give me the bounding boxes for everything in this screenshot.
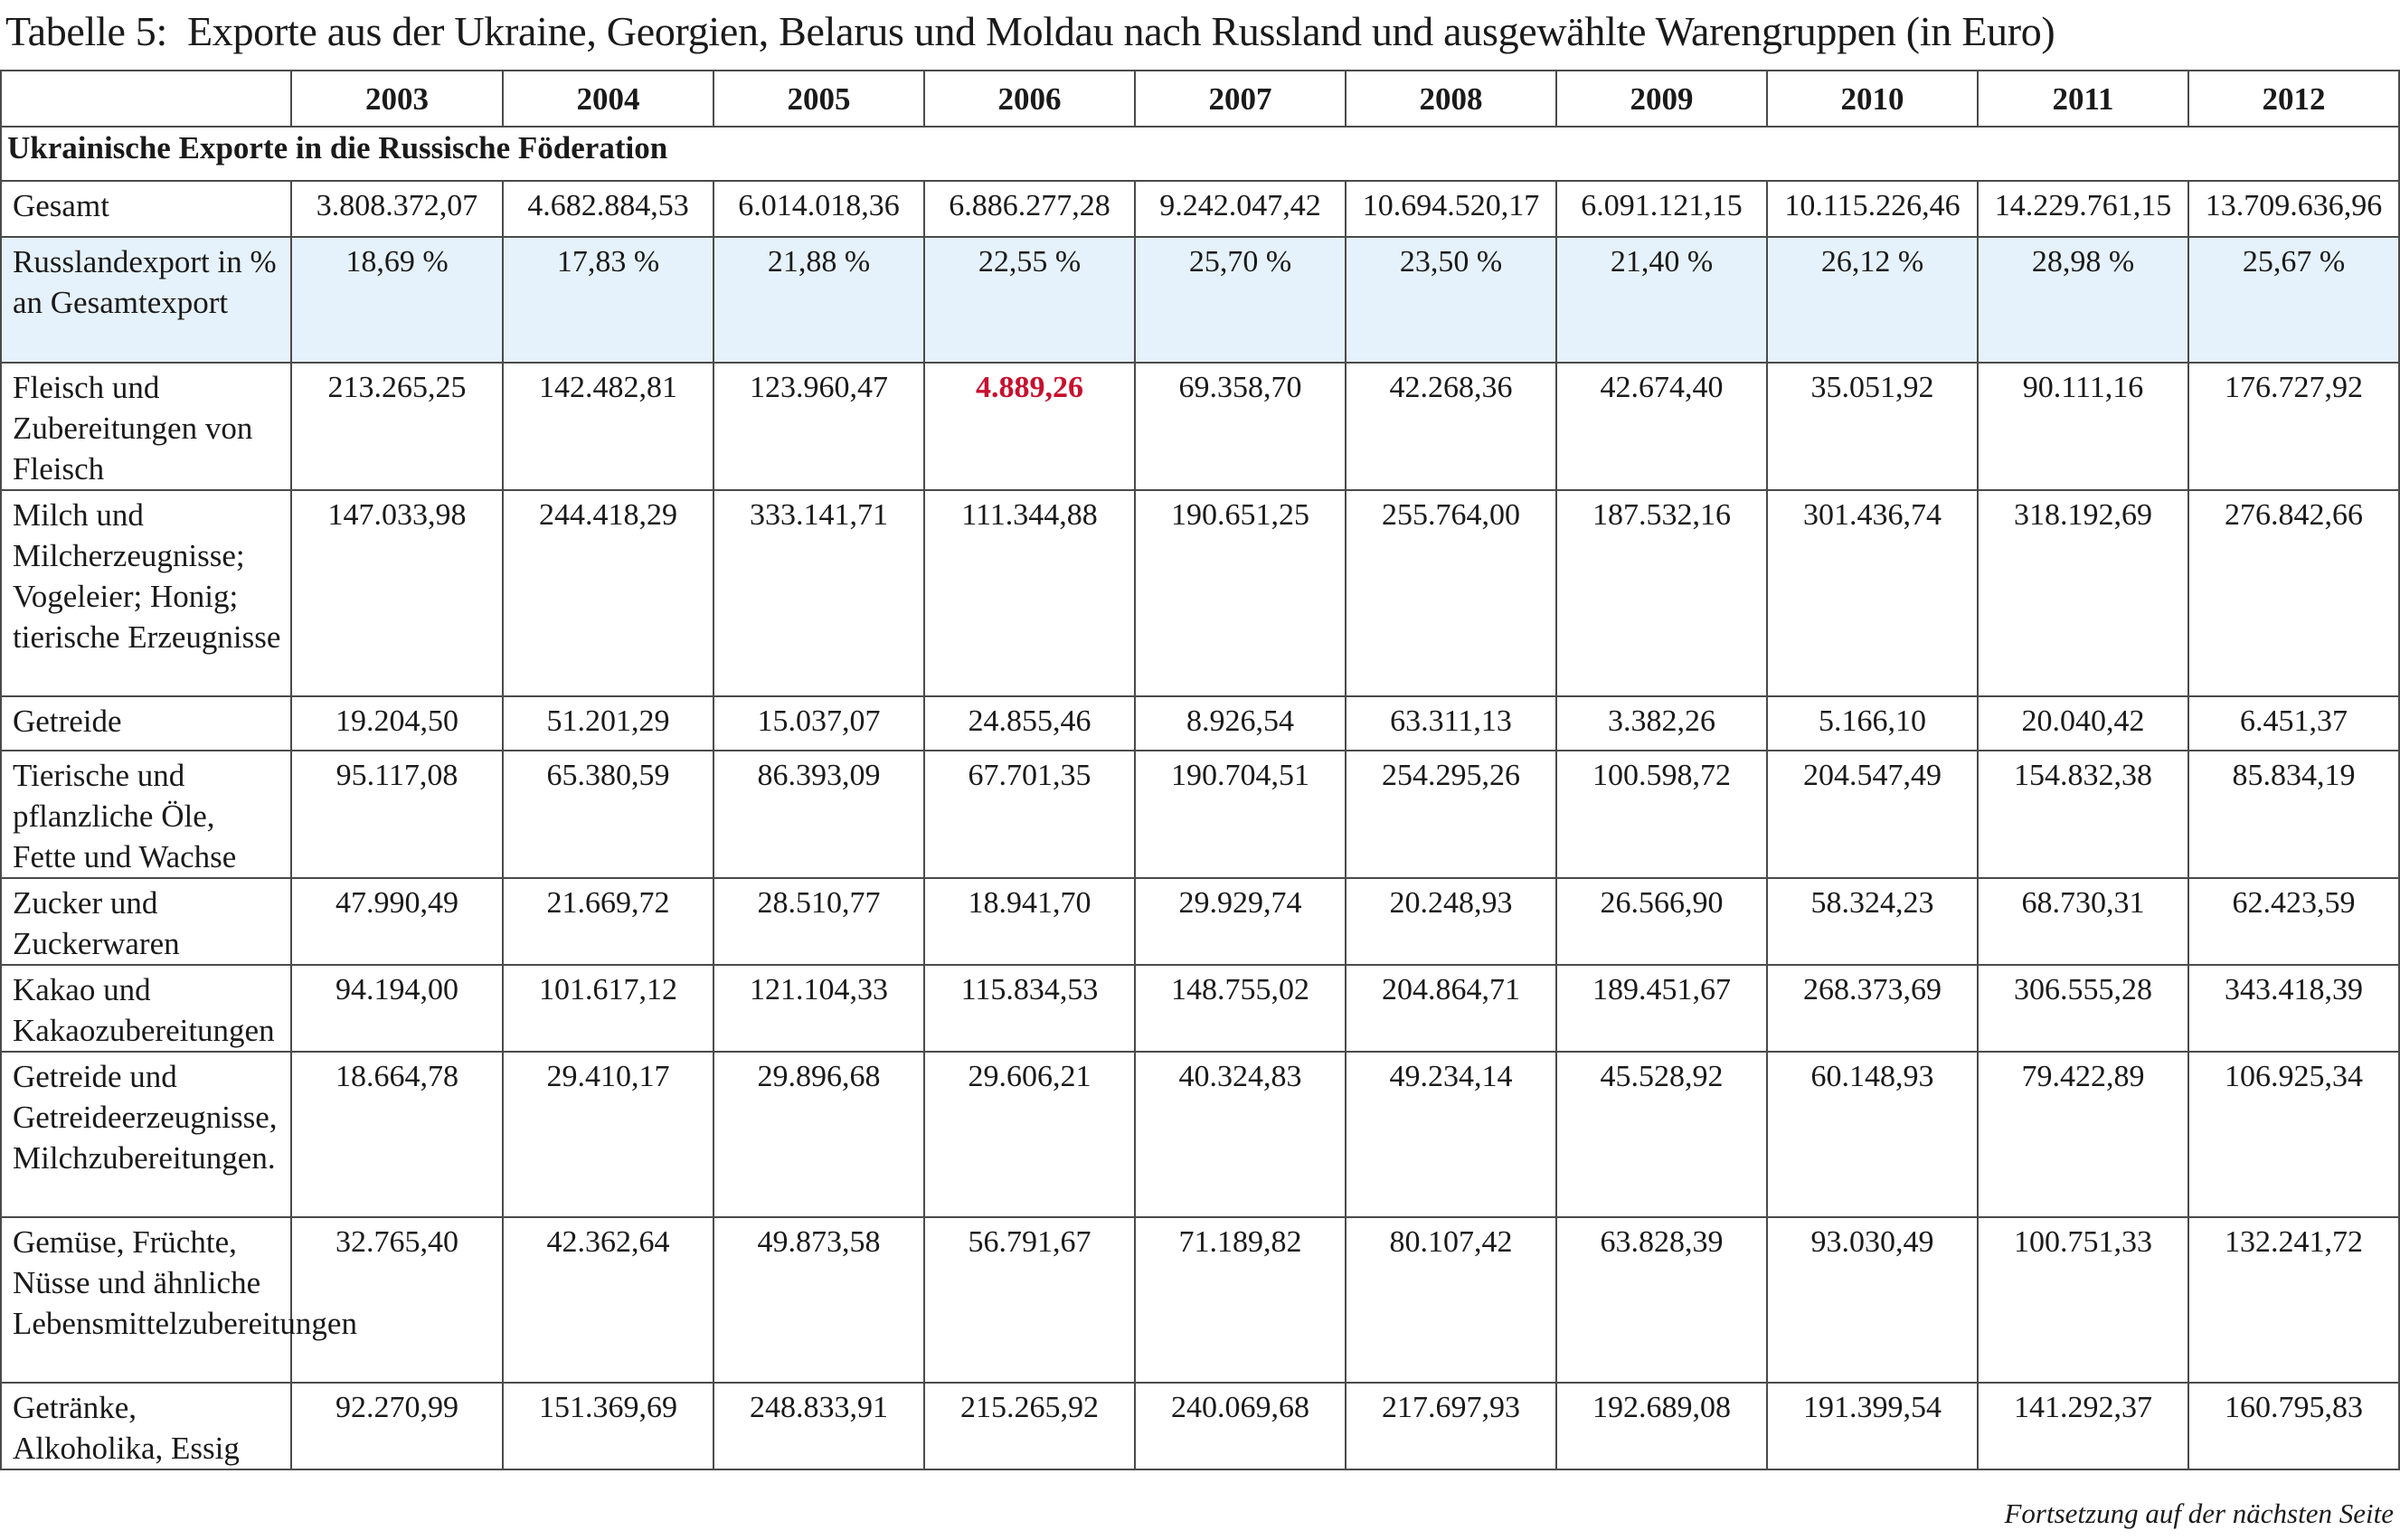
table-number: Tabelle 5: bbox=[5, 8, 167, 54]
table-row-highlighted bbox=[1, 237, 2399, 363]
header-year: 2007 bbox=[1135, 71, 1346, 127]
value-cell: 26.566,90 bbox=[1556, 878, 1767, 965]
value-cell: 62.423,59 bbox=[2188, 878, 2399, 965]
row-label: Kakao und Kakaozubereitungen bbox=[1, 965, 291, 1052]
header-year: 2011 bbox=[1978, 71, 2188, 127]
value-cell: 29.929,74 bbox=[1135, 878, 1346, 965]
header-year: 2004 bbox=[503, 71, 713, 127]
table-title bbox=[5, 0, 2055, 63]
value-cell: 40.324,83 bbox=[1135, 1052, 1346, 1217]
value-cell: 19.204,50 bbox=[291, 696, 503, 751]
value-cell: 67.701,35 bbox=[924, 751, 1135, 878]
value-cell: 29.606,21 bbox=[924, 1052, 1135, 1217]
row-label: Fleisch und Zubereitungen von Fleisch bbox=[1, 363, 291, 490]
value-cell: 26,12 % bbox=[1767, 237, 1978, 363]
value-cell: 29.896,68 bbox=[713, 1052, 924, 1217]
value-cell: 28.510,77 bbox=[713, 878, 924, 965]
value-cell: 333.141,71 bbox=[713, 490, 924, 696]
value-cell: 254.295,26 bbox=[1346, 751, 1556, 878]
value-cell: 3.382,26 bbox=[1556, 696, 1767, 751]
value-cell: 100.598,72 bbox=[1556, 751, 1767, 878]
value-cell: 148.755,02 bbox=[1135, 965, 1346, 1052]
value-cell: 95.117,08 bbox=[291, 751, 503, 878]
value-cell: 6.886.277,28 bbox=[924, 181, 1135, 237]
value-cell: 58.324,23 bbox=[1767, 878, 1978, 965]
value-cell: 255.764,00 bbox=[1346, 490, 1556, 696]
value-cell: 10.694.520,17 bbox=[1346, 181, 1556, 237]
value-cell: 63.828,39 bbox=[1556, 1217, 1767, 1383]
value-cell: 248.833,91 bbox=[713, 1383, 924, 1469]
value-cell: 63.311,13 bbox=[1346, 696, 1556, 751]
value-cell: 147.033,98 bbox=[291, 490, 503, 696]
header-year: 2006 bbox=[924, 71, 1135, 127]
header-year: 2010 bbox=[1767, 71, 1978, 127]
header-row bbox=[1, 71, 2399, 127]
value-cell: 21.669,72 bbox=[503, 878, 713, 965]
value-cell: 6.091.121,15 bbox=[1556, 181, 1767, 237]
value-cell: 244.418,29 bbox=[503, 490, 713, 696]
value-cell: 22,55 % bbox=[924, 237, 1135, 363]
header-year: 2012 bbox=[2188, 71, 2399, 127]
value-cell: 176.727,92 bbox=[2188, 363, 2399, 490]
value-cell: 68.730,31 bbox=[1978, 878, 2188, 965]
table-row bbox=[1, 181, 2399, 237]
value-cell: 111.344,88 bbox=[924, 490, 1135, 696]
value-cell: 93.030,49 bbox=[1767, 1217, 1978, 1383]
value-cell: 187.532,16 bbox=[1556, 490, 1767, 696]
value-cell: 5.166,10 bbox=[1767, 696, 1978, 751]
value-cell: 20.248,93 bbox=[1346, 878, 1556, 965]
value-cell: 10.115.226,46 bbox=[1767, 181, 1978, 237]
table-row bbox=[1, 490, 2399, 696]
value-cell: 85.834,19 bbox=[2188, 751, 2399, 878]
value-cell: 79.422,89 bbox=[1978, 1052, 2188, 1217]
value-cell: 18,69 % bbox=[291, 237, 503, 363]
value-cell: 240.069,68 bbox=[1135, 1383, 1346, 1469]
table-row bbox=[1, 1383, 2399, 1469]
value-cell: 3.808.372,07 bbox=[291, 181, 503, 237]
section-row bbox=[1, 127, 2399, 181]
value-cell: 190.704,51 bbox=[1135, 751, 1346, 878]
value-cell: 268.373,69 bbox=[1767, 965, 1978, 1052]
value-cell: 51.201,29 bbox=[503, 696, 713, 751]
value-cell: 343.418,39 bbox=[2188, 965, 2399, 1052]
value-cell: 21,88 % bbox=[713, 237, 924, 363]
value-cell: 56.791,67 bbox=[924, 1217, 1135, 1383]
value-cell: 15.037,07 bbox=[713, 696, 924, 751]
value-cell: 132.241,72 bbox=[2188, 1217, 2399, 1383]
value-cell: 49.234,14 bbox=[1346, 1052, 1556, 1217]
value-cell: 192.689,08 bbox=[1556, 1383, 1767, 1469]
value-cell: 60.148,93 bbox=[1767, 1052, 1978, 1217]
value-cell: 160.795,83 bbox=[2188, 1383, 2399, 1469]
value-cell: 42.268,36 bbox=[1346, 363, 1556, 490]
value-cell: 189.451,67 bbox=[1556, 965, 1767, 1052]
value-cell: 6.451,37 bbox=[2188, 696, 2399, 751]
value-cell: 141.292,37 bbox=[1978, 1383, 2188, 1469]
value-cell: 49.873,58 bbox=[713, 1217, 924, 1383]
value-cell-emphasized: 4.889,26 bbox=[924, 363, 1135, 490]
value-cell: 23,50 % bbox=[1346, 237, 1556, 363]
row-label: Zucker und Zuckerwaren bbox=[1, 878, 291, 965]
row-label: Getreide bbox=[1, 696, 291, 751]
value-cell: 215.265,92 bbox=[924, 1383, 1135, 1469]
value-cell: 100.751,33 bbox=[1978, 1217, 2188, 1383]
value-cell: 213.265,25 bbox=[291, 363, 503, 490]
value-cell: 123.960,47 bbox=[713, 363, 924, 490]
value-cell: 191.399,54 bbox=[1767, 1383, 1978, 1469]
value-cell: 92.270,99 bbox=[291, 1383, 503, 1469]
value-cell: 318.192,69 bbox=[1978, 490, 2188, 696]
header-year: 2005 bbox=[713, 71, 924, 127]
table-row bbox=[1, 363, 2399, 490]
value-cell: 151.369,69 bbox=[503, 1383, 713, 1469]
exports-table bbox=[0, 70, 2400, 1470]
table-row bbox=[1, 1052, 2399, 1217]
table-row bbox=[1, 965, 2399, 1052]
value-cell: 25,70 % bbox=[1135, 237, 1346, 363]
section-heading: Ukrainische Exporte in die Russische Föderation bbox=[1, 127, 2399, 181]
value-cell: 204.547,49 bbox=[1767, 751, 1978, 878]
value-cell: 14.229.761,15 bbox=[1978, 181, 2188, 237]
value-cell: 32.765,40 bbox=[291, 1217, 503, 1383]
value-cell: 17,83 % bbox=[503, 237, 713, 363]
value-cell: 190.651,25 bbox=[1135, 490, 1346, 696]
value-cell: 29.410,17 bbox=[503, 1052, 713, 1217]
value-cell: 45.528,92 bbox=[1556, 1052, 1767, 1217]
value-cell: 28,98 % bbox=[1978, 237, 2188, 363]
value-cell: 94.194,00 bbox=[291, 965, 503, 1052]
value-cell: 204.864,71 bbox=[1346, 965, 1556, 1052]
row-label: Getreide und Getreideerzeugnisse, Milchzubereitungen. bbox=[1, 1052, 291, 1217]
value-cell: 106.925,34 bbox=[2188, 1052, 2399, 1217]
value-cell: 69.358,70 bbox=[1135, 363, 1346, 490]
value-cell: 9.242.047,42 bbox=[1135, 181, 1346, 237]
table-row bbox=[1, 1217, 2399, 1383]
value-cell: 276.842,66 bbox=[2188, 490, 2399, 696]
value-cell: 25,67 % bbox=[2188, 237, 2399, 363]
continuation-note: Fortsetzung auf der nächsten Seite bbox=[2004, 1497, 2394, 1529]
value-cell: 90.111,16 bbox=[1978, 363, 2188, 490]
row-label: Gesamt bbox=[1, 181, 291, 237]
value-cell: 80.107,42 bbox=[1346, 1217, 1556, 1383]
header-year: 2008 bbox=[1346, 71, 1556, 127]
value-cell: 24.855,46 bbox=[924, 696, 1135, 751]
header-year: 2003 bbox=[291, 71, 503, 127]
value-cell: 142.482,81 bbox=[503, 363, 713, 490]
table-row bbox=[1, 696, 2399, 751]
table-row bbox=[1, 751, 2399, 878]
value-cell: 306.555,28 bbox=[1978, 965, 2188, 1052]
value-cell: 71.189,82 bbox=[1135, 1217, 1346, 1383]
value-cell: 21,40 % bbox=[1556, 237, 1767, 363]
value-cell: 101.617,12 bbox=[503, 965, 713, 1052]
row-label: Russlandexport in % an Gesamtexport bbox=[1, 237, 291, 363]
value-cell: 86.393,09 bbox=[713, 751, 924, 878]
value-cell: 65.380,59 bbox=[503, 751, 713, 878]
value-cell: 6.014.018,36 bbox=[713, 181, 924, 237]
value-cell: 42.674,40 bbox=[1556, 363, 1767, 490]
value-cell: 301.436,74 bbox=[1767, 490, 1978, 696]
value-cell: 121.104,33 bbox=[713, 965, 924, 1052]
row-label: Gemüse, Früchte, Nüsse und ähnliche Lebensmittelzubereitungen bbox=[1, 1217, 291, 1383]
value-cell: 217.697,93 bbox=[1346, 1383, 1556, 1469]
value-cell: 154.832,38 bbox=[1978, 751, 2188, 878]
row-label: Milch und Milcherzeugnisse; Vogeleier; Honig; tierische Erzeugnisse bbox=[1, 490, 291, 696]
header-label-cell bbox=[1, 71, 291, 127]
value-cell: 18.941,70 bbox=[924, 878, 1135, 965]
value-cell: 47.990,49 bbox=[291, 878, 503, 965]
row-label: Getränke, Alkoholika, Essig bbox=[1, 1383, 291, 1469]
value-cell: 13.709.636,96 bbox=[2188, 181, 2399, 237]
value-cell: 8.926,54 bbox=[1135, 696, 1346, 751]
header-year: 2009 bbox=[1556, 71, 1767, 127]
row-label: Tierische und pflanzliche Öle, Fette und Wachse bbox=[1, 751, 291, 878]
table-title-text: Exporte aus der Ukraine, Georgien, Belarus und Moldau nach Russland und ausgewählte Warengruppen (in Euro) bbox=[186, 8, 2055, 54]
table-row bbox=[1, 878, 2399, 965]
value-cell: 20.040,42 bbox=[1978, 696, 2188, 751]
value-cell: 35.051,92 bbox=[1767, 363, 1978, 490]
value-cell: 18.664,78 bbox=[291, 1052, 503, 1217]
value-cell: 42.362,64 bbox=[503, 1217, 713, 1383]
value-cell: 115.834,53 bbox=[924, 965, 1135, 1052]
value-cell: 4.682.884,53 bbox=[503, 181, 713, 237]
